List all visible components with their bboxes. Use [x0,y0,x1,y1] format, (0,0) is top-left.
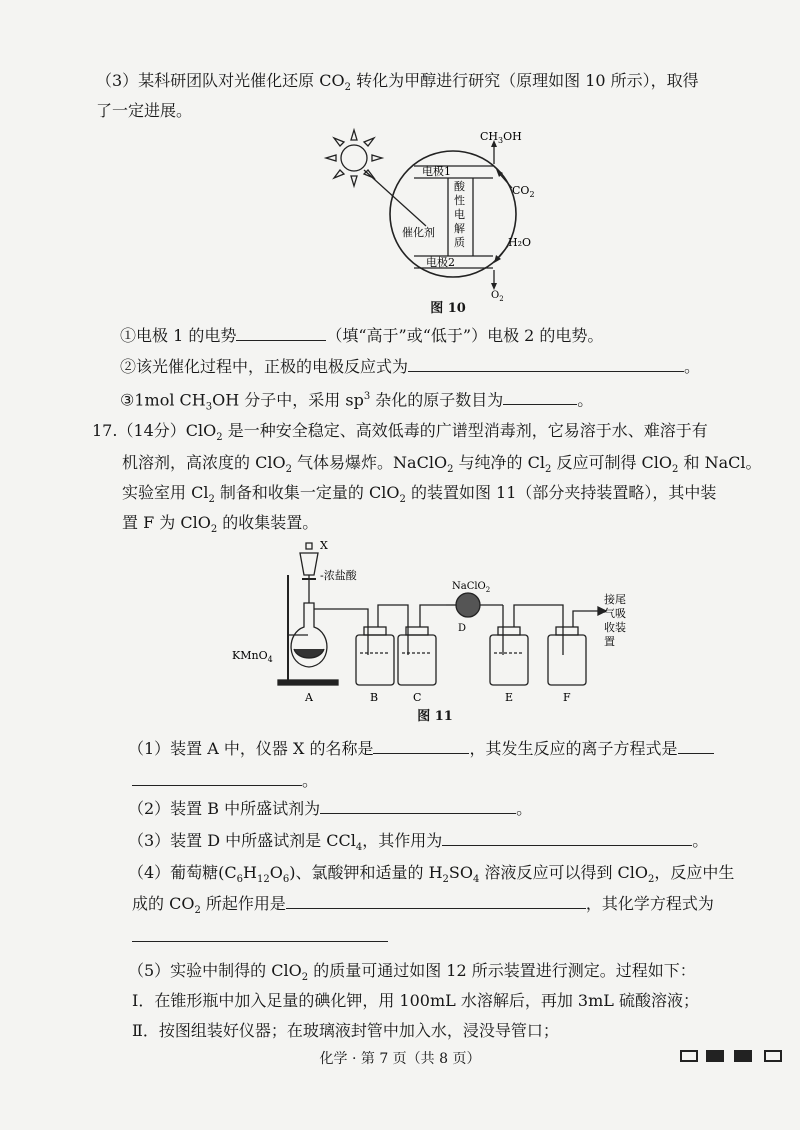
figure-10 [318,128,578,303]
label-f: F [563,691,571,704]
text: 转化为甲醇进行研究（原理如图 10 所示），取得 [351,71,699,90]
q16-3-sub1 [120,325,784,347]
answer-blank [503,390,577,405]
answer-blank [408,357,684,372]
label-c: C [413,691,422,704]
registration-mark [734,1050,752,1062]
text: （3）某科研团队对光催化还原 CO [96,71,345,90]
answer-blank [320,799,516,814]
co2-label: $CO_2$ [512,184,535,199]
q17-p3: （3）装置 D 中所盛试剂是 CCl$_4$，其作用为 。 [128,831,709,854]
answer-blank [373,739,469,754]
text: 。 [577,390,594,410]
answer-blank [286,894,586,909]
q16-3-sub2 [120,356,784,378]
figure-11-caption: 图 11 [417,709,453,724]
q17-p1: （1）装置 A 中，仪器 X 的名称是 ，其发生反应的离子方程式是 [128,738,792,760]
o2-label: $O_2$ [491,290,504,303]
naclo2-label: NaClO$_2$ [452,581,491,594]
answer-blank [132,771,302,786]
electrolyte-char: 酸 [454,180,465,193]
text: OH 分子中，采用 sp [212,390,364,410]
registration-mark [764,1050,782,1062]
h2o-label: H₂O [508,236,532,249]
figure-11 [228,535,628,710]
electrolyte-char: 质 [454,236,465,249]
registration-mark [706,1050,724,1062]
q17-p4-blank [132,926,796,948]
text: ②该光催化过程中，正极的电极反应式为 [120,357,409,376]
figure-10-caption: 图 10 [430,301,466,316]
tail-line: 收装 [604,621,626,634]
apparatus-letters [304,691,571,704]
q17-line2: 机溶剂，高浓度的 ClO$_2$ 气体易爆炸。NaClO$_2$ 与纯净的 $Cl_2$ 反应可制得 ClO$_2$ 和 NaCl。 [122,453,762,476]
q17-line3: 实验室用 $Cl_2$ 制备和收集一定量的 ClO$_2$ 的装置如图 11（部分夹持装置略），其中装 [122,483,717,506]
sun-icon [326,130,382,186]
electrolyte-char: 电 [454,208,465,221]
x-label: X [320,539,328,552]
tail-line: 置 [604,635,615,648]
electrolyte-label [454,179,466,249]
q17-step2: Ⅱ．按图组装好仪器；在玻璃液封管中加入水，浸没导管口； [132,1021,559,1040]
tail-line: 接尾 [604,593,626,606]
tail-gas-label [604,592,626,648]
electrolyte-char: 性 [454,194,465,207]
q16-3-line2: 了一定进展。 [96,101,193,120]
subscript: 3 [205,401,213,413]
electrode2-label: 电极2 [426,256,455,269]
kmno4-label: KMnO$_4$ [232,649,273,664]
q17-p1-cont: 。 [132,770,796,792]
q17-line4: 置 F 为 ClO$_2$ 的收集装置。 [122,513,319,536]
answer-blank [442,831,692,846]
answer-blank [678,739,714,754]
d-label: D [458,623,467,634]
q17-p4: （4）葡萄糖$(C_6H_{12}O_6)$、氯酸钾和适量的 $H_2SO_4$ 溶液反应可以得到 ClO$_2$，反应中生 [128,863,735,886]
label-a: A [305,691,313,704]
q17-p2: （2）装置 B 中所盛试剂为 。 [128,799,533,818]
label-e: E [505,691,514,704]
tail-line: 气吸 [604,607,626,620]
hcl-label: -浓盐酸 [320,569,357,582]
text: 。 [684,357,701,376]
text: ①电极 1 的电势 [120,326,237,345]
text: 杂化的原子数目为 [370,390,504,410]
ch3oh-label: $CH_3OH$ [480,130,522,145]
catalyst-label: 催化剂 [402,226,435,239]
q17-step1: Ⅰ．在锥形瓶中加入足量的碘化钾，用 100mL 水溶解后，再加 3mL 硫酸溶液； [132,991,699,1010]
subscript: 2 [344,82,352,94]
text: 是一种安全稳定、高效低毒的广谱型消毒剂，它易溶于水、难溶于有 [222,421,708,440]
q16-3-line1 [96,70,760,99]
text: （填“高于”或“低于”）电极 2 的电势。 [326,326,604,345]
label-b: B [370,691,379,704]
q17-line1 [92,420,756,449]
electrolyte-char: 解 [454,222,465,235]
electrode1-label: 电极1 [422,165,451,178]
superscript: 3 [363,391,371,402]
subscript: 2 [216,432,223,444]
registration-mark [680,1050,698,1062]
answer-blank [236,326,326,341]
q17-p5: （5）实验中制得的 ClO$_2$ 的质量可通过如图 12 所示装置进行测定。过程如下： [128,961,696,984]
text: ③1mol CH [120,390,206,410]
q16-3-sub3 [120,386,784,419]
text: 17.（14分）ClO [92,421,217,440]
page-footer: 化学 · 第 7 页（共 8 页） [319,1051,481,1067]
answer-blank [132,927,388,942]
q17-p4-cont: 成的 $CO_2$ 所起作用是 ，其化学方程式为 [132,894,714,917]
